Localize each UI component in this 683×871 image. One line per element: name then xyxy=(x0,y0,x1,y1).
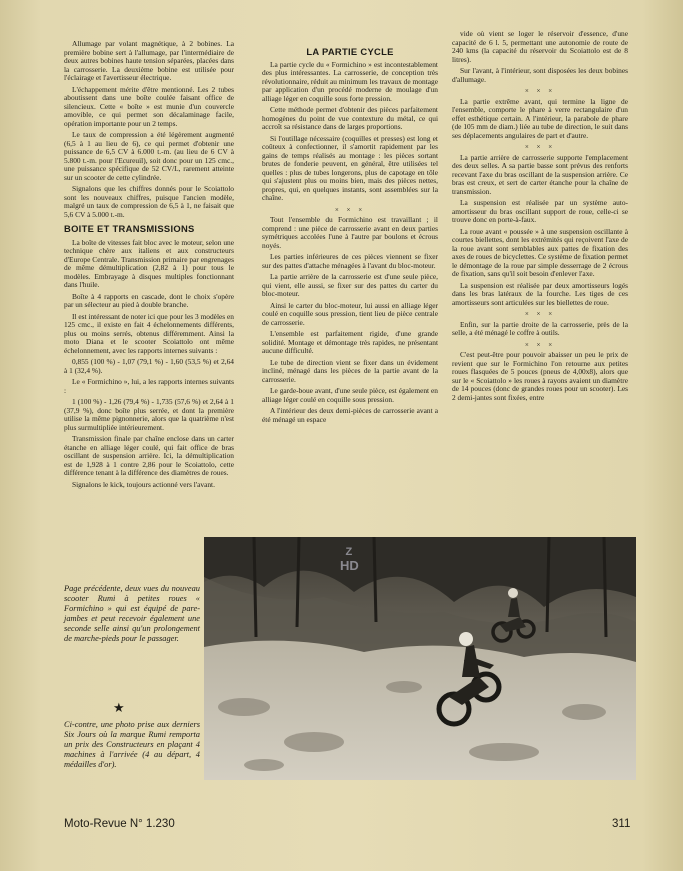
star-ornament: ★ xyxy=(113,700,125,715)
paragraph: La partie cycle du « Formichino » est incontestablement des plus intéressantes. La carrosserie, de conception très révolutionnaire, réduit au minimum les travaux de montage par application d'un procédé moderne de moulage d'un alliage léger en coquille sous forte pression. xyxy=(262,59,438,103)
six-days-photo xyxy=(204,537,636,780)
section-separator: × × × xyxy=(334,205,366,214)
paragraph: La suspension est réalisée par un système auto-amortisseur du bras oscillant support de roue, celle-ci se trouve donc en porte-à-faux. xyxy=(452,198,628,224)
paragraph: Allumage par volant magnétique, à 2 bobines. La première bobine sert à l'allumage, par l'intermédiaire de deux autres bobines haute tension séparées, placées dans la carrosserie. La deuxième bobine est utilisée pour l'éclairage et l'avertisseur électrique. xyxy=(64,39,234,82)
column-middle xyxy=(262,48,438,427)
paragraph: Signalons que les chiffres donnés pour le Scoiattolo sont les nouveaux chiffres, puisque l'ancien modèle, malgré un taux de compression de 6,5 à 1, ne faisait que 5,6 CV à 5.000 t.-m. xyxy=(64,184,234,219)
footer-magazine-issue: Moto-Revue N° 1.230 xyxy=(64,818,175,830)
paragraph: 0,855 (100 %) - 1,07 (79,1 %) - 1,60 (53,5 %) et 2,64 à 1 (32,4 %). xyxy=(64,357,234,375)
paragraph: Le taux de compression a été légèrement augmenté (6,5 à 1 au lieu de 6), ce qui permet d'obtenir une puissance de 6,5 CV à 6.000 t.-m. (au lieu de 6 CV à 5.800 t.-m. pour l'Ecureuil), soit donc pour un 125 cmc., une puissance spécifique de 52 CV/L, rarement atteinte sur un scooter de cette cylindrée. xyxy=(64,130,234,182)
section-separator: × × × xyxy=(524,310,556,318)
paragraph: Le garde-boue avant, d'une seule pièce, est également en alliage léger coulé en coquille sous pression. xyxy=(262,386,438,404)
paragraph: Le tube de direction vient se fixer dans un évidement incliné, ménagé dans les pièces de la partie avant de la carrosserie. xyxy=(262,357,438,384)
watermark-logo: Z HD xyxy=(340,546,359,573)
section-heading-transmissions: BOITE ET TRANSMISSIONS xyxy=(64,223,195,234)
paragraph: C'est peut-être pour pouvoir abaisser un peu le prix de revient que sur le Formichino l'on retourne aux petites roues flasquées de 5 pouces (pneus de 4,00x8), alors que sur le « Scoiattolo » les roues à rayons avaient un diamètre de 14 pouces (donc de grandes roues pour un scooter). Les 2 demi-jantes sont fixées, entre xyxy=(452,350,628,402)
section-separator: × × × xyxy=(524,143,556,151)
paragraph: La boîte de vitesses fait bloc avec le moteur, selon une technique chère aux italiens et aux constructeurs d'Europe Centrale. Transmission primaire par engrenages de même démultiplication (2,82 à 1) pour tous le modèles. Embrayage à disques multiples fonctionnant dans l'huile. xyxy=(64,237,234,289)
photo-illustration xyxy=(204,537,636,780)
photo-caption-previous-page: Page précédente, deux vues du nouveau scooter Rumi à petites roues « Formichino » qui est équipé de pare-jambes et peut recevoir également une seconde selle ainsi qu'un prolongement de marche-pieds pour le passager. xyxy=(64,584,200,643)
paragraph: Cette méthode permet d'obtenir des pièces parfaitement homogènes du point de vue contexture du métal, ce qui accroît sa résistance dans de larges proportions. xyxy=(262,105,438,131)
paragraph: Signalons le kick, toujours actionné vers l'avant. xyxy=(72,479,215,489)
paragraph: Si l'outillage nécessaire (coquilles et presses) est long et coûteux à confectionner, il s'amortit rapidement par les gains de temps réalisés au montage : les pièces sortant brutes de fonderie peuvent, en général, être utilisées tel quelles : plus de tubes longerons, plus de capotage en tôle qui s'ajustent plus ou moins bien, mais des pièces nettes, propres, qui, en quelques instants, sont assemblées sur la chaîne. xyxy=(262,133,438,202)
paragraph: Tout l'ensemble du Formichino est travaillant ; il comprend : une pièce de carrosserie avant en deux parties symétriques accolées l'une à l'autre par boulons et écrous noyés. xyxy=(262,215,438,250)
paragraph: La roue avant « poussée » à une suspension oscillante à courtes biellettes, dont les extrémités qui reçoivent l'axe de la roue avant sont semblables aux pattes de fixation des axes de roues de bicyclettes. Ce système de fixation permet le démontage de la roue par simple desserrage de 2 écrous de fixation, sans qu'il soit besoin d'enlever l'axe. xyxy=(452,226,628,278)
paragraph: L'échappement mérite d'être mentionné. Les 2 tubes aboutissent dans une boîte coulée faisant office de silencieux. Cette « boîte » est munie d'un couvercle amovible, ce qui permet son décalaminage facile, opération importante pour un 2 temps. xyxy=(64,84,234,128)
paragraph: Les parties inférieures de ces pièces viennent se fixer sur des pattes d'attache ménagées à l'avant du bloc-moteur. xyxy=(262,252,438,270)
paragraph: L'ensemble est parfaitement rigide, d'une grande solidité. Montage et démontage très rapides, ne présentant aucune difficulté. xyxy=(262,329,438,355)
paragraph: Ainsi le carter du bloc-moteur, lui aussi en alliage léger coulé en coquille sous pression, tient lieu de pièce centrale de carrosserie. xyxy=(262,300,438,327)
paragraph: A l'intérieur des deux demi-pièces de carrosserie avant a été ménagé un espace xyxy=(262,406,438,424)
photo-caption-six-days: Ci-contre, une photo prise aux derniers Six Jours où la marque Rumi remporta un prix des Constructeurs en plaçant 4 machines à l'arrivée (4 au départ, 4 médailles d'or). xyxy=(64,720,200,769)
paragraph: Sur l'avant, à l'intérieur, sont disposées les deux bobines d'allumage. xyxy=(452,66,628,84)
paragraph: Il est intéressant de noter ici que pour les 3 modèles en 125 cmc., il existe en fait 4 échelonnements différents, plus ou moins serrés, obtenus différemment. Ainsi la moto Diana et le scooter Scoiattolo ont même échelonnement, avec les rapports internes suivants : xyxy=(64,311,234,355)
paragraph: 1 (100 %) - 1,26 (79,4 %) - 1,735 (57,6 %) et 2,64 à 1 (37,9 %), donc boîte plus serrée, et dont la première utilise la même pignonnerie, alors que la quatrième n'est plus surmultipliée intérieurement. xyxy=(64,397,234,432)
paragraph: La partie arrière de carrosserie supporte l'emplacement des deux selles. A sa partie basse sont prévus des renforts recevant l'axe du bras oscillant de la suspension arrière. Ce bras est creux, et sert de carter étanche pour la chaîne de transmission. xyxy=(452,152,628,196)
paragraph: Enfin, sur la partie droite de la carrosserie, près de la selle, a été ménagé le coffre à outils. xyxy=(452,319,628,337)
paragraph: vide où vient se loger le réservoir d'essence, d'une capacité de 6 l. 5, permettant une autonomie de route de 240 kms (la capacité du réservoir du Scoiattolo est de 8 litres). xyxy=(452,29,628,64)
paragraph: La partie arrière de la carrosserie est d'une seule pièce, qui vient, elle aussi, se fixer sur des pattes du carter du bloc-moteur. xyxy=(262,272,438,298)
paragraph: Transmission finale par chaîne enclose dans un carter étanche en alliage léger coulé, qui fait office de bras oscillant de suspension arrière. Ici, la démultiplication est de 1,928 à 1 contre 2,86 pour le Scoiattolo, cette différence tenant à la différence des diamètres de roues. xyxy=(64,434,234,477)
paragraph: Boîte à 4 rapports en cascade, dont le choix s'opère par un sélecteur au pied à double branche. xyxy=(64,291,234,309)
footer-page-number: 311 xyxy=(612,818,631,830)
column-right xyxy=(452,30,628,405)
section-separator: × × × xyxy=(524,87,556,95)
section-heading-partie-cycle: LA PARTIE CYCLE xyxy=(306,46,394,57)
paragraph: Le « Formichino », lui, a les rapports internes suivants : xyxy=(64,377,234,395)
column-left xyxy=(64,40,234,492)
paragraph: La suspension est réalisée par deux amortisseurs logés dans les bras latéraux de la fourche. Les tiges de ces amortisseurs sont articulées sur les biellettes de roue. xyxy=(452,280,628,307)
paragraph: La partie extrême avant, qui termine la ligne de l'ensemble, comporte le phare à verre rectangulaire d'un effet esthétique certain. A l'intérieur, la parabole de phare (de 105 mm de diam.) liée au tube de direction, le suit dans ses déplacements angulaires de part et d'autre. xyxy=(452,96,628,140)
section-separator: × × × xyxy=(524,340,556,349)
